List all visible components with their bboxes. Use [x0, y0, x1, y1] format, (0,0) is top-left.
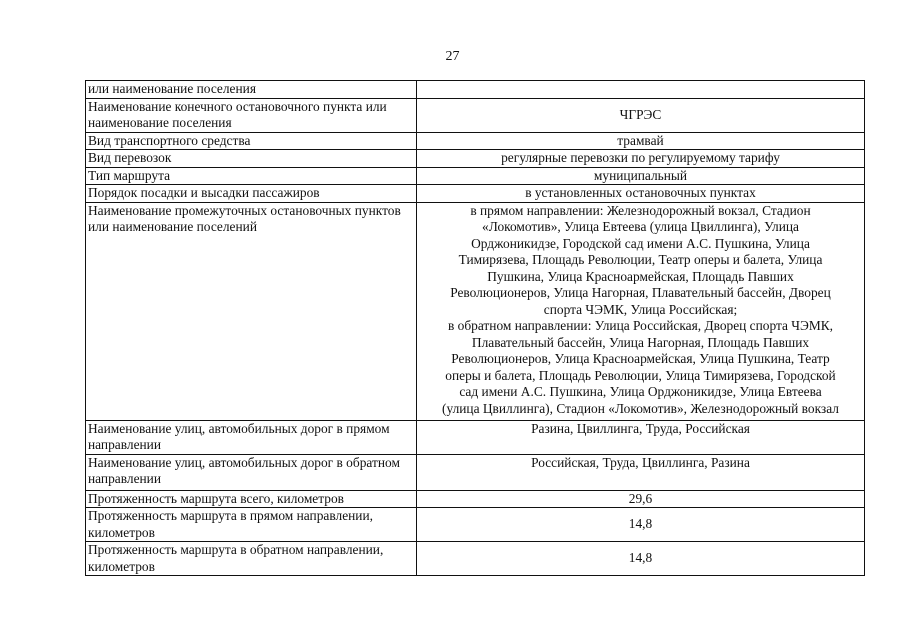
- row-label: Протяженность маршрута всего, километров: [86, 490, 417, 508]
- table-row: [86, 98, 865, 132]
- row-value: регулярные перевозки по регулируемому тарифу: [417, 150, 865, 168]
- row-value: 14,8: [417, 542, 865, 576]
- row-label: Тип маршрута: [86, 167, 417, 185]
- row-label: Порядок посадки и высадки пассажиров: [86, 185, 417, 203]
- row-label: или наименование поселения: [86, 81, 417, 99]
- row-value: в установленных остановочных пунктах: [417, 185, 865, 203]
- row-value: 29,6: [417, 490, 865, 508]
- table-row: [86, 202, 865, 420]
- row-label: Протяженность маршрута в прямом направлении, километров: [86, 508, 417, 542]
- row-label: Наименование промежуточных остановочных пунктов или наименование поселений: [86, 202, 417, 420]
- table-row: [86, 490, 865, 508]
- table-row: [86, 167, 865, 185]
- table-row: [86, 81, 865, 99]
- table-row: [86, 150, 865, 168]
- row-value: трамвай: [417, 132, 865, 150]
- row-label: Наименование улиц, автомобильных дорог в прямом направлении: [86, 420, 417, 454]
- table-row: [86, 454, 865, 490]
- row-value: 14,8: [417, 508, 865, 542]
- table-row: [86, 185, 865, 203]
- row-label: Вид перевозок: [86, 150, 417, 168]
- table-row: [86, 420, 865, 454]
- row-value: Российская, Труда, Цвиллинга, Разина: [417, 454, 865, 490]
- table-row: [86, 542, 865, 576]
- route-info-table: [85, 80, 865, 576]
- row-value: Разина, Цвиллинга, Труда, Российская: [417, 420, 865, 454]
- table-row: [86, 132, 865, 150]
- intermediate-stops-value: в прямом направлении: Железнодорожный вокзал, Стадион «Локомотив», Улица Евтеева (улица Цвиллинга), Улица Орджоникидзе, Городской сад имени А.С. Пушкина, Улица Тимирязева, Площадь Революции, Театр оперы и балета, Улица Пушкина, Улица Красноармейская, Площадь Павших Революционеров, Улица Нагорная, Плавательный бассейн, Дворец спорта ЧЭМК, Улица Российская; в обратном направлении: Улица Российская, Дворец спорта ЧЭМК, Плавательный бассейн, Улица Нагорная, Площадь Павших Революционеров, Улица Красноармейская, Улица Пушкина, Театр оперы и балета, Площадь Революции, Улица Тимирязева, Городской сад имени А.С. Пушкина, Улица Орджоникидзе, Улица Евтеева (улица Цвиллинга), Стадион «Локомотив», Железнодорожный вокзал: [417, 202, 865, 420]
- row-label: Вид транспортного средства: [86, 132, 417, 150]
- row-value: ЧГРЭС: [417, 98, 865, 132]
- row-label: Протяженность маршрута в обратном направлении, километров: [86, 542, 417, 576]
- table-row: [86, 508, 865, 542]
- row-value: [417, 81, 865, 99]
- page-number: 27: [445, 49, 460, 64]
- row-value: муниципальный: [417, 167, 865, 185]
- row-label: Наименование конечного остановочного пункта или наименование поселения: [86, 98, 417, 132]
- row-label: Наименование улиц, автомобильных дорог в обратном направлении: [86, 454, 417, 490]
